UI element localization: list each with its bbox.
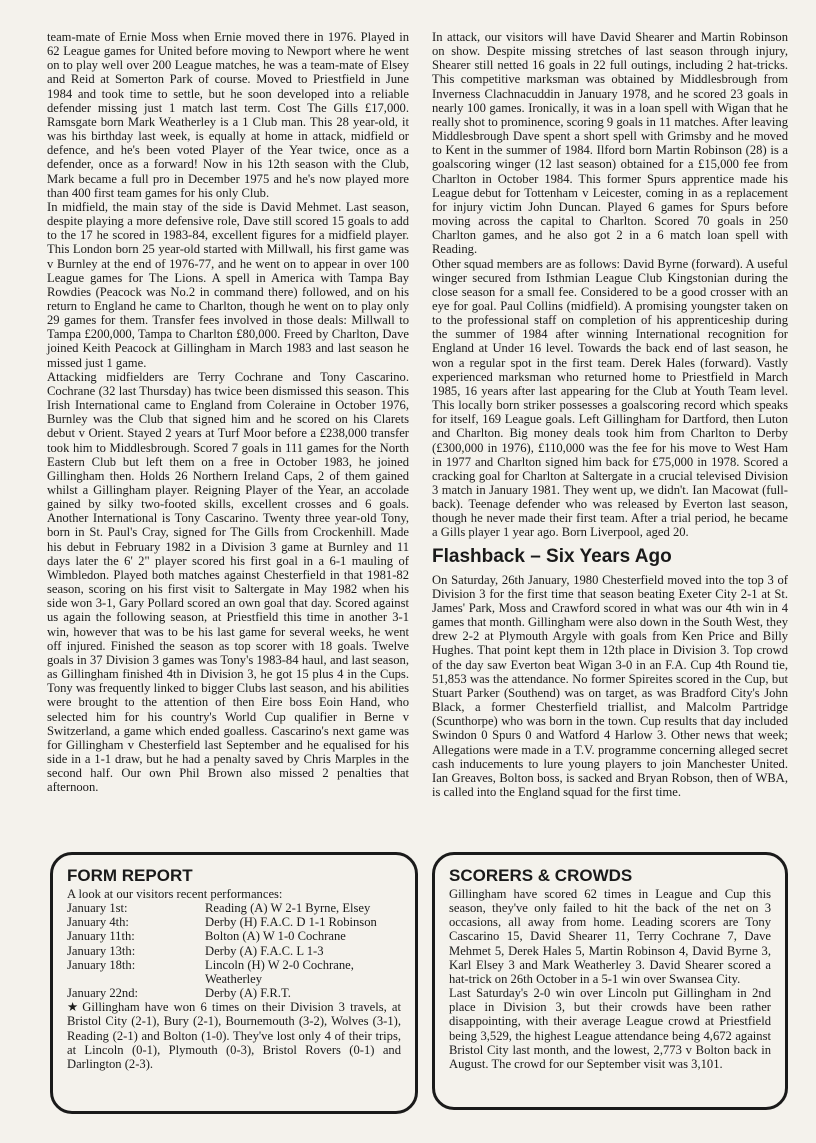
right-column	[432, 30, 788, 799]
article-paragraph: Other squad members are as follows: David Byrne (forward). A useful winger secured from Isthmian League Club Kingstonian during the close season for a small fee. Considered to be a good crosser with an eye for goal. Paul Collins (midfield). A promising youngster taken on to the professional staff on completion of his apprenticeship during the summer of 1984 after winning International recognition for England at Under 16 level. Towards the back end of last season, he won a regular spot in the first team. Derek Hales (forward). Vastly experienced marksman who returned home to Priestfield in March 1985, 16 years after last appearing for the Club at Youth Team level. This locally born striker possesses a goalscoring record which speaks for itself, 169 League goals. Left Gillingham for Dartford, then Luton and Charlton. Big money deals took him from Charlton to Derby (£300,000 in 1976), £110,000 was the fee for his move to West Ham in 1977 and Charlton signed him back for £75,000 in 1978. Scored a cracking goal for Charlton at Saltergate in a crucial televised Division 3 match in January 1981. They went up, we didn't. Ian Macowat (full-back). Teenage defender who was released by Everton last season, though he never made their first team. After a trial period, he became a Gills player 1 year ago. Born Liverpool, aged 20.	[432, 256, 788, 540]
article-paragraph: In midfield, the main stay of the side is David Mehmet. Last season, despite playing a more defensive role, Dave still scored 15 goals to add to the 17 he scored in 1983-84, excellent figures for a midfield player. This London born 25 year-old started with Millwall, his first game was v Burnley at the end of 1976-77, and he went on to appear in over 100 League games for The Lions. A spell in America with Tampa Bay Rowdies (Peacock was No.2 in command there) followed, and on his return to England he came to Charlton, though he went on to play only 29 games for them. Transfer fees involved in those deals: Millwall to Tampa £200,000, Tampa to Charlton £80,000. Freed by Charlton, Dave joined Keith Peacock at Gillingham in March 1983 and last season he missed just 1 game.	[47, 199, 409, 370]
article-paragraph: team-mate of Ernie Moss when Ernie moved there in 1976. Played in 62 League games for United before moving to Newport where he went on to play well over 200 League matches, he was a team-mate of Elsey and Reid at Somerton Park of course. Moved to Priestfield in June 1984 and took time to settle, but he soon developed into a reliable defender missing just 1 match last term. Cost The Gills £17,000. Ramsgate born Mark Weatherley is a 1 Club man. This 28 year-old, it was his birthday last week, is equally at home in attack, midfield or defence, and he's been voted Player of the Year twice, once as a defender, once as a forward! Now in his 12th season with the Club, Mark became a full pro in December 1975 and he's now played more than 400 first team games for his only Club.	[47, 30, 409, 200]
article-paragraph: In attack, our visitors will have David Shearer and Martin Robinson on show. Despite missing stretches of last season through injury, Shearer still netted 16 goals in 22 full outings, including 2 hat-tricks. This competitive marksman was obtained by Middlesbrough from Inverness Clachnacuddin in January 1978, and he scored 23 goals in nearly 100 games. Ironically, it was in a loan spell with Wigan that he really shot to prominence, scoring 9 goals in 11 matches. After leaving Middlesbrough Dave spent a short spell with Grimsby and he moved to Kent in the summer of 1984. Ilford born Martin Robinson (28) is a goalscoring winger (12 last season) obtained for a £15,000 fee from Charlton in October 1984. This former Spurs apprentice made his League debut for Tottenham v Leicester, coming in as a replacement for injury victim John Duncan. Played 6 games for Spurs before moving across the capital to Charlton. Scored 70 goals in 250 Charlton games, and he also got 2 in a 6 match loan spell with Reading.	[432, 30, 788, 257]
result-row	[67, 929, 401, 943]
result-row	[67, 915, 401, 929]
result-detail: Derby (H) F.A.C. D 1-1 Robinson	[205, 915, 377, 930]
result-row	[67, 944, 401, 958]
result-date: January 1st:	[67, 901, 128, 916]
result-detail: Lincoln (H) W 2-0 Cochrane, Weatherley	[205, 957, 354, 986]
article-paragraph: Attacking midfielders are Terry Cochrane and Tony Cascarino. Cochrane (32 last Thursday) has twice been dismissed this season. This Irish International came to England from Coleraine in October 1976, Burnley was the Club that signed him and he scored on his Clarets debut v Orient. Stayed 2 years at Turf Moor before a £238,000 transfer took him to Middlesbrough. Scored 7 goals in 111 games for the North Eastern Club but left them on a free in October 1983, he joined Gillingham then. Holds 26 Northern Ireland Caps, 2 of them gained whilst a Gillingham player. Reigning Player of the Year, an accolade gained by silky two-footed skills, excellent crosses and 6 goals. Another International is Tony Cascarino. Twenty three year-old Tony, born in St. Paul's Cray, signed for The Gills from Crockenhill. Made his debut in February 1982 in a Division 3 game at Burnley and 11 days later the 6' 2" player scored his first goal in a 6-1 mauling of Wimbledon. Played both matches against Chesterfield in that 1981-82 season, scoring on his first visit to Saltergate in May 1982 when his side won 3-1, Gary Pollard scored an own goal that day. Scored against us again the following season, at Priestfield this time in another 3-1 win, however that was to be his last game for several weeks, he went off injured. Finished the season as top scorer with 18 goals. Twelve goals in 37 Division 3 games was Tony's 1983-84 haul, and last season, as Gillingham finished 4th in Division 3, he got 15 plus 4 in the Cups. Tony was frequently linked to bigger Clubs last season, and his abilities were brought to the attention of then Eire boss Eoin Hand, who selected him for his country's World Cup qualifier in Berne v Switzerland, a game which ended goalless. Cascarino's next game was for Gillingham v Chesterfield last September and he equalised for his side in a 1-1 draw, but he had a penalty saved by Chris Marples in the second half. Our own Phil Brown also missed 2 penalties that afternoon.	[47, 369, 409, 795]
scorers-crowds-box	[432, 852, 788, 1110]
result-date: January 11th:	[67, 929, 135, 944]
left-column	[47, 30, 409, 794]
result-detail: Reading (A) W 2-1 Byrne, Elsey	[205, 901, 371, 916]
result-row	[67, 901, 401, 915]
crowds-paragraph: Last Saturday's 2-0 win over Lincoln put Gillingham in 2nd place in Division 3, but their crowds have been rather disappointing, with their average League crowd at Priestfield being 3,529, the highest League attendance being 4,672 against Bristol City last month, and the lowest, 2,773 v Bolton back in August. The crowd for our September visit was 3,101.	[449, 986, 771, 1071]
result-row	[67, 986, 401, 1000]
result-date: January 22nd:	[67, 986, 138, 1001]
scorers-crowds-title: SCORERS & CROWDS	[449, 866, 633, 885]
scorers-paragraph: Gillingham have scored 62 times in League and Cup this season, they've only failed to hit the back of the net on 3 occasions, all away from home. Leading scorers are Tony Cascarino 15, David Shearer 11, Terry Cochrane 7, Dave Mehmet 5, Derek Hales 5, Martin Robinson 4, David Byrne 3, Karl Elsey 3 and Mark Weatherley 3. David Shearer scored a hat-trick on 26th October in a 5-1 win over Swansea City.	[449, 887, 771, 986]
form-report-intro: A look at our visitors recent performances:	[67, 887, 283, 901]
flashback-paragraph: On Saturday, 26th January, 1980 Chesterfield moved into the top 3 of Division 3 for the first time that season beating Exeter City 2-1 at St. James' Park, Moss and Crawford scored in what was our 4th win in 4 games that month. Gillingham were also down in the South West, they drew 2-2 at Plymouth Argyle with goals from Ken Price and Billy Hughes. That point kept them in 12th place in Division 3. Top crowd of the day saw Everton beat Wigan 3-0 in an F.A. Cup 4th Round tie, 51,853 was the attendance. No former Spireites scored in the Cup, but Stuart Parker (Southend) was on target, as was Bradford City's John Black, a former Chesterfield triallist, and Malcolm Partridge (Scunthorpe) who was born in the town. Cup results that day included Swindon 0 Spurs 0 and Watford 4 Harlow 3. Other news that week; Allegations were made in a T.V. programme concerning alleged secret cash inducements to lure young players to join Manchester United. Ian Greaves, Bolton boss, is sacked and Bryan Robson, then of WBA, is called into the England squad for the first time.	[432, 572, 788, 799]
result-detail: Derby (A) F.R.T.	[205, 986, 291, 1001]
result-date: January 18th:	[67, 957, 136, 972]
form-report-title: FORM REPORT	[67, 866, 193, 885]
form-report-box	[50, 852, 418, 1114]
result-detail: Bolton (A) W 1-0 Cochrane	[205, 929, 346, 944]
result-row	[67, 958, 401, 986]
away-record-note	[67, 1000, 401, 1071]
away-record-text: Gillingham have won 6 times on their Division 3 travels, at Bristol City (2-1), Bury (2-1), Bournemouth (3-2), Wolves (3-1), Reading (2-1) and Bolton (1-0). They've lost only 4 of their trips, at Lincoln (0-1), Plymouth (0-3), Bristol Rovers (0-1) and Darlington (2-3).	[67, 1000, 401, 1071]
result-date: January 4th:	[67, 915, 129, 930]
result-date: January 13th:	[67, 943, 136, 958]
star-icon: ★	[67, 1000, 81, 1015]
flashback-heading: Flashback – Six Years Ago	[432, 545, 672, 567]
result-detail: Derby (A) F.A.C. L 1-3	[205, 943, 324, 958]
